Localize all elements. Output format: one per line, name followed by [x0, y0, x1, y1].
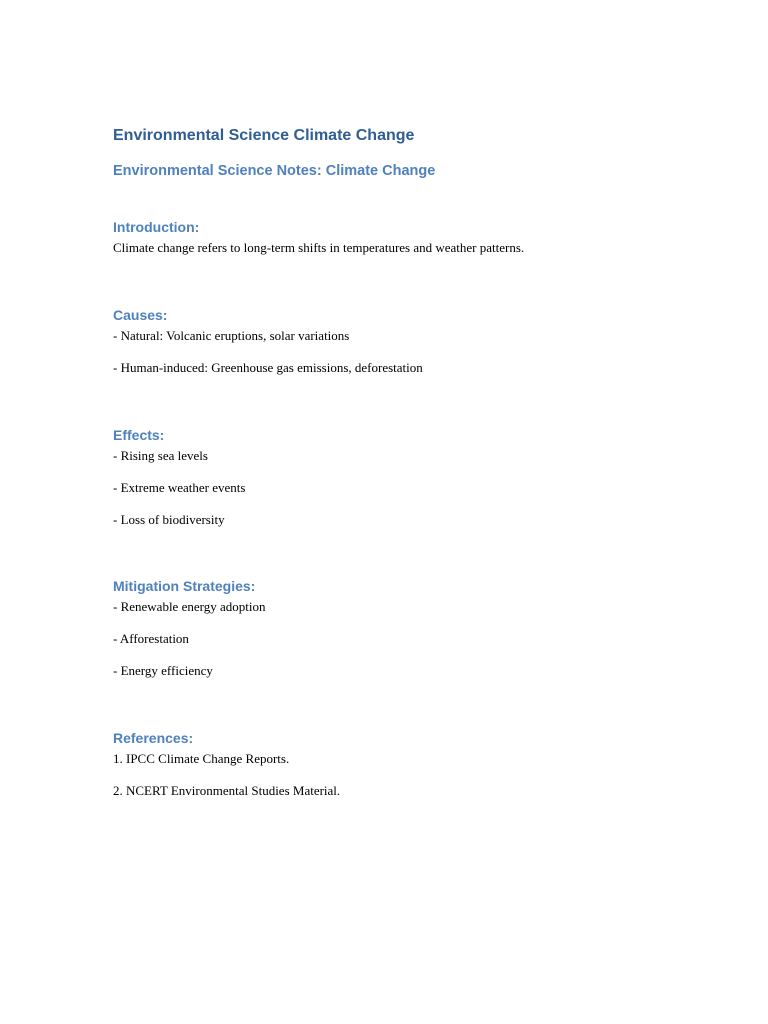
list-item: - Energy efficiency — [113, 663, 213, 678]
section-heading-references: References: — [113, 730, 194, 746]
paragraph: Climate change refers to long-term shifts in temperatures and weather patterns. — [113, 240, 525, 255]
section-causes — [113, 305, 673, 377]
list-item: - Rising sea levels — [113, 448, 208, 463]
reference-item: 2. NCERT Environmental Studies Material. — [113, 783, 341, 798]
document-body — [113, 125, 673, 798]
document-title: Environmental Science Climate Change — [113, 127, 415, 144]
section-heading-causes: Causes: — [113, 307, 168, 323]
list-item: - Renewable energy adoption — [113, 599, 266, 614]
section-effects — [113, 425, 673, 529]
section-introduction — [113, 217, 673, 257]
list-item: - Human-induced: Greenhouse gas emissions, deforestation — [113, 360, 423, 375]
section-mitigation-strategies — [113, 576, 673, 680]
list-item: - Afforestation — [113, 631, 189, 646]
reference-item: 1. IPCC Climate Change Reports. — [113, 751, 290, 766]
section-heading-effects: Effects: — [113, 427, 165, 443]
section-heading-introduction: Introduction: — [113, 219, 200, 235]
list-item: - Extreme weather events — [113, 480, 246, 495]
list-item: - Loss of biodiversity — [113, 512, 225, 527]
section-references — [113, 728, 673, 800]
document-subtitle: Environmental Science Notes: Climate Change — [113, 163, 436, 179]
section-heading-mitigation-strategies: Mitigation Strategies: — [113, 578, 256, 594]
list-item: - Natural: Volcanic eruptions, solar variations — [113, 328, 350, 343]
